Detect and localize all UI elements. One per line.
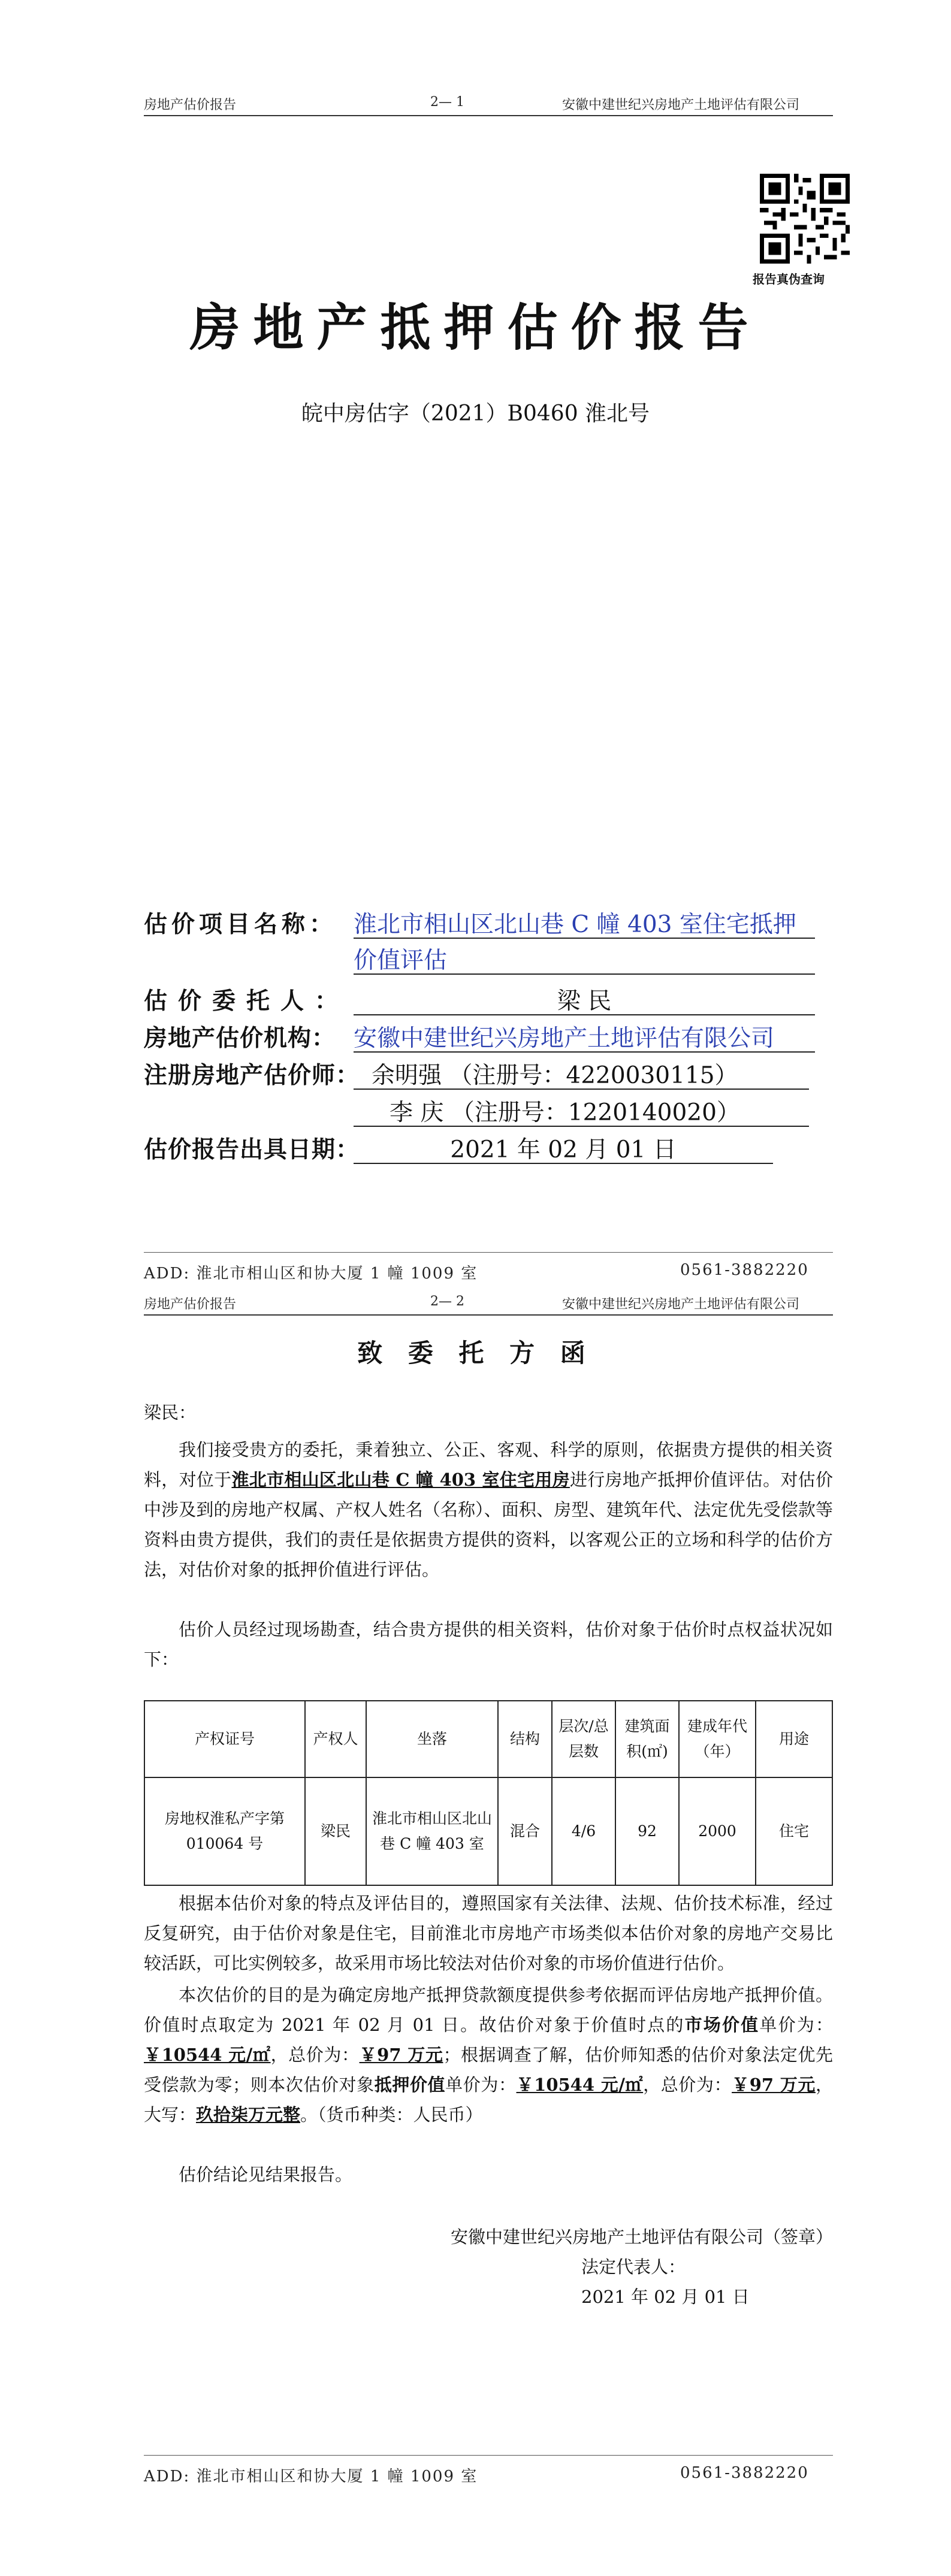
header-company: 安徽中建世纪兴房地产土地评估有限公司 <box>562 98 800 113</box>
p4-text: ；根据调查了解，估价师知悉的估价对象法定优先受偿款为零；则本次估价对象 <box>144 2045 833 2095</box>
signature-legal-rep: 法定代表人： <box>581 2257 686 2277</box>
header-left: 房地产估价报告 <box>144 98 237 113</box>
footer-phone: 0561-3882220 <box>680 2464 809 2482</box>
project-name-value-cont: 价值评估 <box>354 947 448 974</box>
paragraph-3 <box>144 1888 833 1978</box>
report-date-value: 2021 年 02 月 01 日 <box>450 1136 677 1163</box>
p1-text: 我们接受贵方的委托，秉着独立、公正、客观、科学的原则，依据贵方提供的相关资料，对位于 <box>144 1440 833 1490</box>
letter-title: 致 委 托 方 函 <box>357 1338 594 1368</box>
market-unit-price: ￥10544 元/㎡ <box>144 2045 271 2065</box>
paragraph-2 <box>144 1614 833 1674</box>
p4-text: 。（货币种类：人民币） <box>300 2105 483 2125</box>
table-row <box>144 1777 832 1885</box>
footer-phone: 0561-3882220 <box>680 1261 809 1279</box>
table-header: 产权人 <box>305 1701 366 1777</box>
p4-text: 单价为： <box>759 2015 833 2035</box>
table-cell: 住宅 <box>756 1777 832 1885</box>
table-header-row <box>144 1701 832 1777</box>
mortgage-total-price: ￥97 万元 <box>732 2075 816 2095</box>
appraiser-2: 李 庆 （注册号：1220140020） <box>390 1099 740 1126</box>
report-date-label: 估价报告出具日期： <box>144 1136 360 1163</box>
report-title: 房地产抵押估价报告 <box>189 298 762 357</box>
header-rule <box>144 115 833 116</box>
table-cell: 淮北市相山区北山巷 C 幢 403 室 <box>366 1777 498 1885</box>
header-rule <box>144 1314 833 1316</box>
paragraph-5 <box>144 2160 833 2190</box>
p3-text: 根据本估价对象的特点及评估目的，遵照国家有关法律、法规、估价技术标准，经过反复研究，由于估价对象是住宅，目前淮北市房地产市场类似本估价对象的房地产交易比较活跃，可比实例较多，故采用市场比较法对估价对象的市场价值进行估价。 <box>144 1893 833 1973</box>
org-underline <box>354 1051 815 1053</box>
table-header: 结构 <box>498 1701 552 1777</box>
table-header: 层次/总层数 <box>552 1701 615 1777</box>
property-address: 淮北市相山区北山巷 C 幢 403 室住宅用房 <box>231 1470 570 1490</box>
footer-rule <box>144 1252 833 1253</box>
project-underline-2 <box>354 973 815 975</box>
table-cell: 梁民 <box>305 1777 366 1885</box>
table-cell: 混合 <box>498 1777 552 1885</box>
table-cell: 92 <box>615 1777 679 1885</box>
p5-text: 估价结论见结果报告。 <box>179 2164 353 2185</box>
paragraph-1 <box>144 1435 833 1585</box>
p4-text: 单价为： <box>445 2075 517 2095</box>
property-table <box>144 1700 833 1886</box>
p4-text: ，总价为： <box>643 2075 732 2095</box>
footer-rule <box>144 2455 833 2456</box>
market-total-price: ￥97 万元 <box>359 2045 443 2065</box>
appraiser-underline-1 <box>354 1089 809 1090</box>
paragraph-4 <box>144 1980 833 2130</box>
qr-code-icon <box>760 174 850 266</box>
p4-text: 本次估价的目的是为确定房地产抵押贷款额度提供参考依据而评估房地产抵押价值。价值时点取定为 2021 年 02 月 01 日。故估价对象于价值时点的 <box>144 1985 833 2035</box>
market-value-label: 市场价值 <box>684 2015 760 2035</box>
mortgage-value-label: 抵押价值 <box>374 2075 446 2095</box>
header-page-number: 2— 1 <box>430 95 464 110</box>
table-header: 建成年代（年） <box>679 1701 756 1777</box>
header-company: 安徽中建世纪兴房地产土地评估有限公司 <box>562 1297 800 1312</box>
salutation: 梁民： <box>144 1402 197 1423</box>
org-value: 安徽中建世纪兴房地产土地评估有限公司 <box>354 1025 775 1052</box>
amount-in-words: 玖拾柒万元整 <box>196 2105 301 2125</box>
p4-text: ，大写： <box>144 2075 833 2125</box>
footer-address: ADD: 淮北市相山区和协大厦 1 幢 1009 室 <box>144 2468 478 2486</box>
header-page-number: 2— 2 <box>430 1294 464 1309</box>
p1-text-cont: 进行房地产抵押价值评估。对估价中涉及到的房地产权属、产权人姓名（名称）、面积、房型、建筑年代、法定优先受偿款等资料由贵方提供，我们的责任是依据贵方提供的资料，以客观公正的立场和科学的估价方法，对估价对象的抵押价值进行评估。 <box>144 1470 833 1580</box>
appraiser-label: 注册房地产估价师： <box>144 1062 360 1089</box>
p2-text: 估价人员经过现场勘查，结合贵方提供的相关资料，估价对象于估价时点权益状况如下： <box>144 1619 833 1670</box>
appraiser-1: 余明强 （注册号：4220030115） <box>372 1062 738 1089</box>
report-number: 皖中房估字（2021）B0460 淮北号 <box>301 401 650 426</box>
client-underline <box>354 1014 815 1015</box>
table-cell: 4/6 <box>552 1777 615 1885</box>
mortgage-unit-price: ￥10544 元/㎡ <box>516 2075 644 2095</box>
project-name-value: 淮北市相山区北山巷 C 幢 403 室住宅抵押 <box>354 911 796 938</box>
table-header: 用途 <box>756 1701 832 1777</box>
date-underline <box>354 1163 773 1164</box>
qr-caption: 报告真伪查询 <box>753 272 825 286</box>
table-header: 产权证号 <box>144 1701 305 1777</box>
client-label: 估价委托人： <box>144 987 349 1015</box>
project-underline-1 <box>354 938 815 939</box>
table-cell: 房地权淮私产字第 010064 号 <box>144 1777 305 1885</box>
appraiser-underline-2 <box>354 1126 809 1127</box>
client-value: 梁 民 <box>557 988 612 1015</box>
project-name-label: 估价项目名称： <box>144 911 337 938</box>
table-header: 坐落 <box>366 1701 498 1777</box>
header-left: 房地产估价报告 <box>144 1297 237 1312</box>
footer-address: ADD: 淮北市相山区和协大厦 1 幢 1009 室 <box>144 1265 478 1283</box>
table-header: 建筑面积(㎡) <box>615 1701 679 1777</box>
signature-date: 2021 年 02 月 01 日 <box>581 2287 750 2307</box>
org-label: 房地产估价机构： <box>144 1024 336 1052</box>
signature-company: 安徽中建世纪兴房地产土地评估有限公司（签章） <box>450 2227 833 2247</box>
table-cell: 2000 <box>679 1777 756 1885</box>
p4-text: ，总价为： <box>270 2045 360 2065</box>
